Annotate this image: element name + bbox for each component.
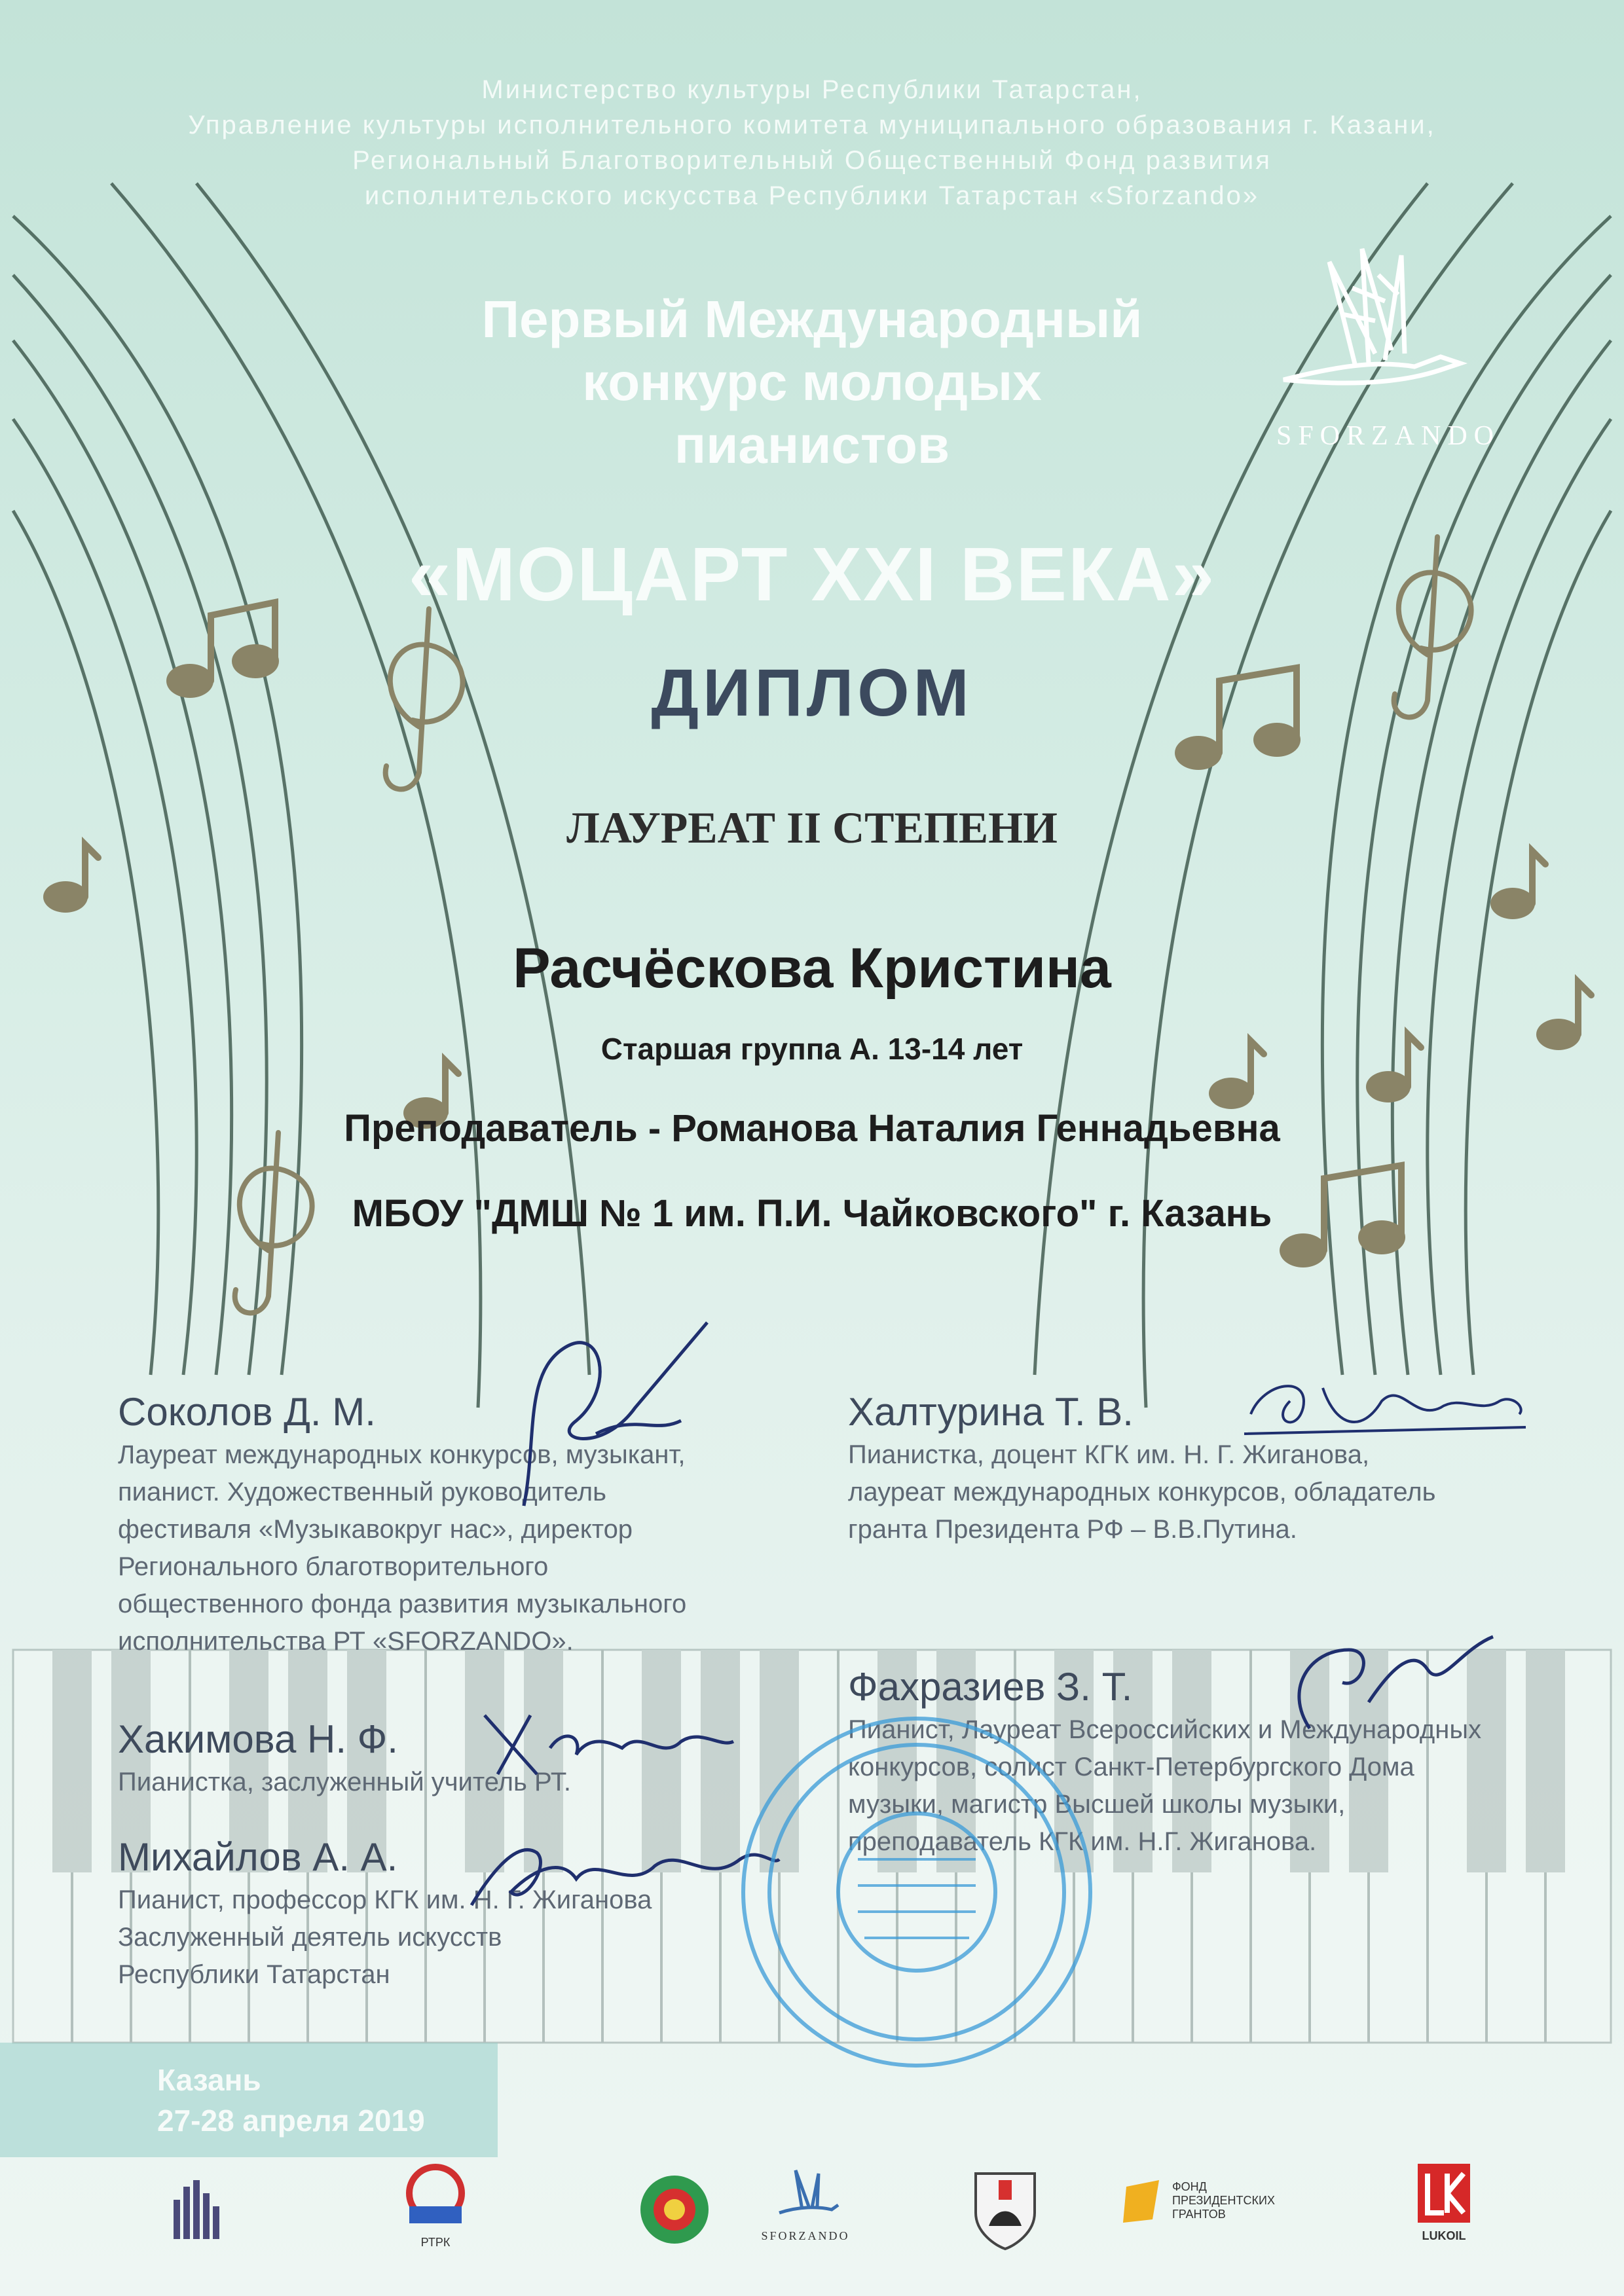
organizer-line: Управление культуры исполнительного комитета муниципального образования г. Казани, xyxy=(188,111,1436,139)
signature-khalturina xyxy=(1231,1362,1532,1447)
winner-name: Расчёскова Кристина xyxy=(513,937,1111,1000)
hall-logo-icon xyxy=(167,2160,226,2259)
jury-description-line: Республики Татарстан xyxy=(118,1960,390,1989)
organizer-line: Региональный Благотворительный Общественный Фонд развития xyxy=(352,146,1272,175)
jury-description-line: конкурсов, солист Санкт-Петербургского Дома xyxy=(848,1753,1414,1781)
jury-name: Халтурина Т. В. xyxy=(848,1390,1134,1434)
sforzando-partner-text: SFORZANDO xyxy=(761,2229,850,2242)
jury-description-line: музыки, магистр Высшей школы музыки, xyxy=(848,1790,1346,1819)
presidential-grants-logo xyxy=(1120,2160,1290,2259)
jury-description-line: Пианистка, доцент КГК им. Н. Г. Жиганова, xyxy=(848,1440,1370,1469)
grants-text-line: ПРЕЗИДЕНТСКИХ xyxy=(1172,2194,1275,2207)
rtrk-logo-icon xyxy=(396,2160,475,2232)
lukoil-logo xyxy=(1408,2160,1480,2259)
quarter-note-icon xyxy=(43,845,98,913)
event-dates: 27-28 апреля 2019 xyxy=(157,2104,425,2138)
signature-khakimova xyxy=(458,1689,740,1794)
jury-description-line: Заслуженный деятель искусств xyxy=(118,1923,502,1952)
title-line: конкурс молодых xyxy=(582,353,1042,411)
kazan-coat-of-arms-icon xyxy=(969,2160,1041,2259)
jury-description-line: фестиваля «Музыкавокруг нас», директор xyxy=(118,1515,633,1544)
organizers-header xyxy=(0,72,1624,213)
rtrk-logo-text: РТРК xyxy=(420,2236,451,2249)
teacher-line: Преподаватель - Романова Наталия Геннадьевна xyxy=(344,1107,1280,1150)
jury-description-line: Регионального благотворительного xyxy=(118,1552,549,1581)
grants-text-line: ФОНД xyxy=(1172,2180,1207,2193)
jury-description-line: общественного фонда развития музыкального xyxy=(118,1590,687,1618)
lukoil-logo-icon xyxy=(1414,2160,1473,2226)
jury-description-line: Лауреат международных конкурсов, музыкант, xyxy=(118,1440,686,1469)
title-line: Первый Международный xyxy=(481,290,1143,348)
jury-description-line: исполнительства РТ «SFORZANDO». xyxy=(118,1627,574,1656)
jury-description-line: лауреат международных конкурсов, обладатель xyxy=(848,1478,1436,1506)
event-city: Казань xyxy=(157,2063,261,2097)
jury-description-line: гранта Президента РФ – В.В.Путина. xyxy=(848,1515,1297,1544)
lukoil-text: LUKOIL xyxy=(1422,2229,1466,2242)
quarter-note-icon xyxy=(1490,851,1545,919)
footer-band xyxy=(0,2043,498,2157)
jury-description-line: Пианист, профессор КГК им. Н. Г. Жиганова xyxy=(118,1886,652,1914)
award-degree: ЛАУРЕАТ II СТЕПЕНИ xyxy=(566,803,1058,852)
organization-stamp xyxy=(733,1709,1100,2075)
sforzando-wordmark: SFORZANDO xyxy=(1276,421,1501,451)
jury-name: Фахразиев З. Т. xyxy=(848,1665,1133,1709)
partner-logos xyxy=(0,2160,1624,2265)
rtrk-logo xyxy=(393,2160,478,2259)
organizer-line: исполнительского искусства Республики Татарстан «Sforzando» xyxy=(364,181,1260,210)
jury-description-line: пианист. Художественный руководитель xyxy=(118,1478,606,1506)
jury-description-line: преподаватель КГК им. Н.Г. Жиганова. xyxy=(848,1827,1317,1856)
title-line: пианистов xyxy=(674,416,950,474)
jury-name: Соколов Д. М. xyxy=(118,1390,376,1434)
jury-description-line: Пианист, Лауреат Всероссийских и Международных xyxy=(848,1715,1482,1744)
school-line: МБОУ "ДМШ № 1 им. П.И. Чайковского" г. Казань xyxy=(352,1192,1272,1235)
grants-text-line: ГРАНТОВ xyxy=(1172,2208,1226,2221)
sforzando-logo-icon xyxy=(766,2160,845,2226)
jury-name: Хакимова Н. Ф. xyxy=(118,1717,398,1761)
signature-fakhraziev xyxy=(1270,1611,1506,1755)
competition-title xyxy=(0,288,1624,477)
jury-description-line: Пианистка, заслуженный учитель РТ. xyxy=(118,1768,571,1796)
organizer-line: Министерство культуры Республики Татарстан, xyxy=(481,75,1143,104)
tatarstan-emblem-icon xyxy=(635,2160,714,2259)
jury-name: Михайлов А. А. xyxy=(118,1835,398,1879)
contest-name: «МОЦАРТ XXI ВЕКА» xyxy=(408,532,1216,617)
presidential-grants-logo-icon xyxy=(1120,2174,1166,2226)
sforzando-partner-logo xyxy=(740,2160,871,2259)
signature-sokolov xyxy=(485,1309,720,1519)
age-group: Старшая группа А. 13-14 лет xyxy=(600,1032,1024,1066)
document-type-heading: ДИПЛОМ xyxy=(651,655,973,730)
